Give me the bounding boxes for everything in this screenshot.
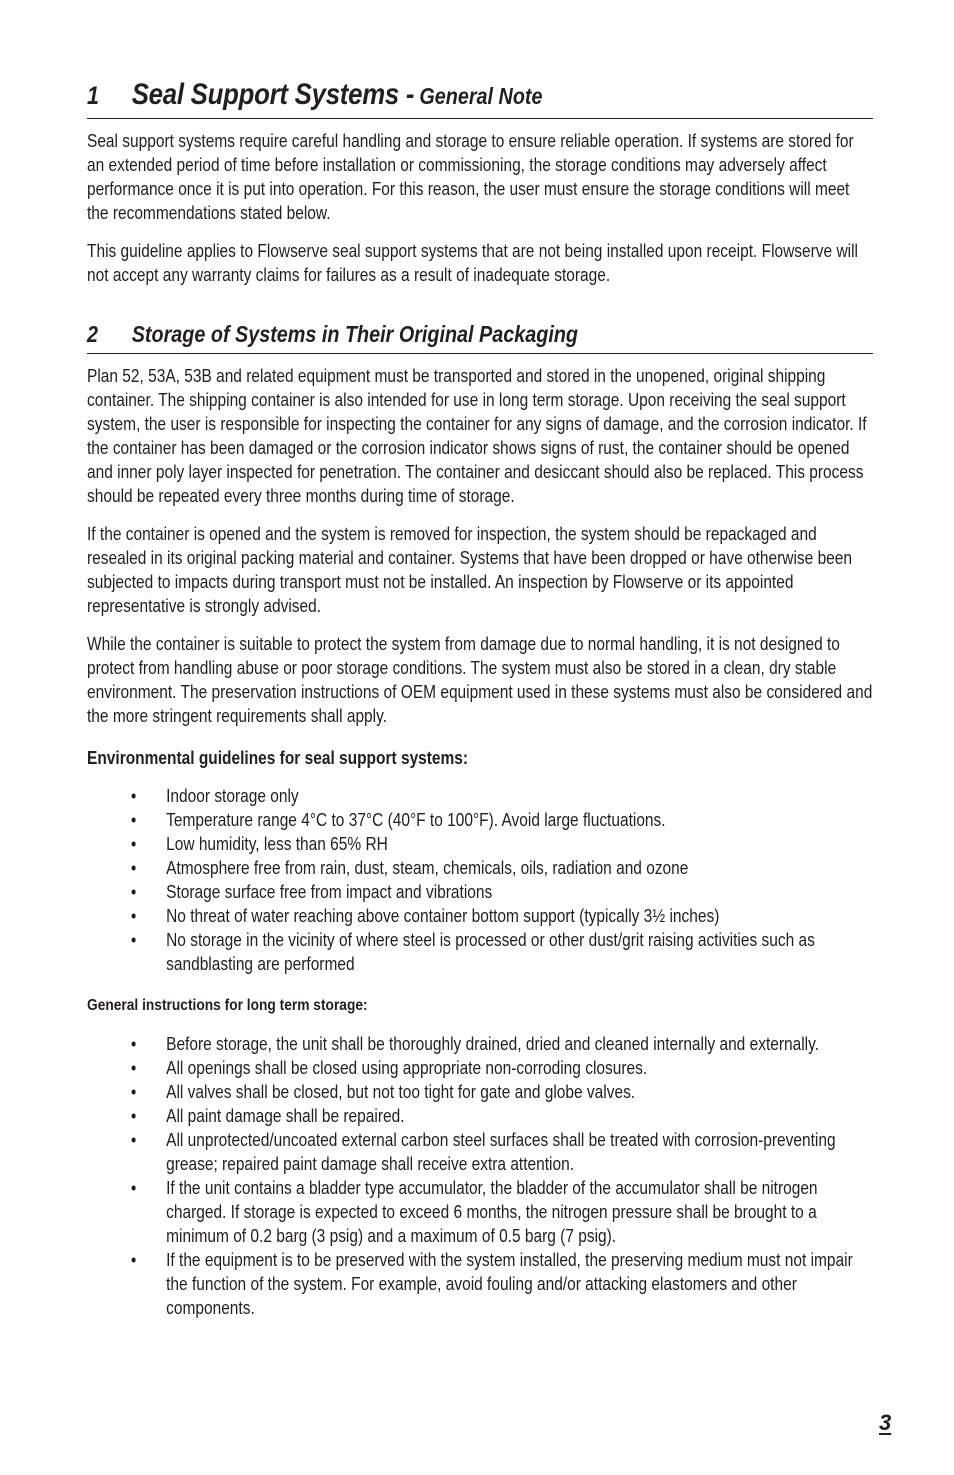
bullet-icon: • [130,1034,137,1054]
section-1-heading [87,78,873,119]
bullet-icon: • [130,882,137,902]
list-item [87,1248,873,1320]
list-item [87,1104,873,1128]
list-item [87,856,873,880]
section-2-heading [87,321,873,354]
list-item [87,1128,873,1176]
bullet-icon: • [130,810,137,830]
bullet-icon: • [130,930,137,950]
list-item [87,1080,873,1104]
section-1-paragraph: This guideline applies to Flowserve seal support systems that are not being installed upon receipt. Flowserve will not accept any warranty claims for failures as a result of inadequate storage. [87,241,858,285]
section-1-body [87,129,873,287]
section-2-number: 2 [87,321,99,347]
list-item-text: No storage in the vicinity of where steel is processed or other dust/grit raising activities such as sandblasting are performed [166,930,815,974]
section-2-paragraph: Plan 52, 53A, 53B and related equipment must be transported and stored in the unopened, original shipping container. The shipping container is also intended for use in long term storage. Upon receiving the seal support system, the user is responsible for inspecting the container for any signs of damage, and the corrosion indicator. If the container has been damaged or the corrosion indicator shows signs of rust, the container should be opened and inner poly layer inspected for penetration. The container and desiccant should also be replaced. This process should be repeated every three months during time of storage. [87,366,867,506]
list-item [87,1176,873,1248]
list-item-text: Temperature range 4°C to 37°C (40°F to 100°F). Avoid large fluctuations. [166,810,666,830]
general-instructions-list [87,1032,873,1320]
list-item-text: All paint damage shall be repaired. [166,1106,405,1126]
section-1-number: 1 [87,82,99,110]
section-2-paragraph: While the container is suitable to protect the system from damage due to normal handling, it is not designed to protect from handling abuse or poor storage conditions. The system must also be stored in a clean, dry stable environment. The preservation instructions of OEM equipment used in these systems must also be considered and the more stringent requirements shall apply. [87,634,873,726]
list-item [87,880,873,904]
list-item-text: All valves shall be closed, but not too tight for gate and globe valves. [166,1082,636,1102]
bullet-icon: • [130,1178,137,1198]
bullet-icon: • [130,834,137,854]
list-item [87,832,873,856]
section-1-title: Seal Support Systems - [131,78,415,111]
list-item-text: If the unit contains a bladder type accumulator, the bladder of the accumulator shall be nitrogen charged. If storage is expected to exceed 6 months, the nitrogen pressure shall be brought to a minimum of 0.2 barg (3 psig) and a maximum of 0.5 barg (7 psig). [166,1178,818,1246]
list-item [87,1032,873,1056]
list-item-text: Atmosphere free from rain, dust, steam, chemicals, oils, radiation and ozone [166,858,689,878]
list-item [87,1056,873,1080]
list-item-text: All unprotected/uncoated external carbon steel surfaces shall be treated with corrosion-preventing grease; repaired paint damage shall receive extra attention. [166,1130,836,1174]
list-item [87,784,873,808]
document-page [87,78,873,1334]
bullet-icon: • [130,1250,137,1270]
list-item-text: No threat of water reaching above container bottom support (typically 3½ inches) [166,906,720,926]
list-item [87,904,873,928]
general-instructions-heading: General instructions for long term storage: [87,997,368,1014]
section-2-paragraph: If the container is opened and the system is removed for inspection, the system should be repackaged and resealed in its original packing material and container. Systems that have been dropped or have otherwise been subjected to impacts during transport must not be installed. An inspection by Flowserve or its appointed representative is strongly advised. [87,524,853,616]
bullet-icon: • [130,1058,137,1078]
list-item-text: If the equipment is to be preserved with the system installed, the preserving medium must not impair the function of the system. For example, avoid fouling and/or attacking elastomers and other components. [166,1250,853,1318]
list-item [87,928,873,976]
environmental-guidelines-list [87,784,873,976]
bullet-icon: • [130,906,137,926]
list-item-text: All openings shall be closed using appropriate non-corroding closures. [166,1058,648,1078]
list-item-text: Indoor storage only [166,786,299,806]
bullet-icon: • [130,786,137,806]
bullet-icon: • [130,1106,137,1126]
list-item-text: Storage surface free from impact and vibrations [166,882,493,902]
environmental-guidelines-heading: Environmental guidelines for seal support systems: [87,748,469,768]
section-2-body [87,364,873,1320]
bullet-icon: • [130,1130,137,1150]
list-item-text: Before storage, the unit shall be thoroughly drained, dried and cleaned internally and externally. [166,1034,819,1054]
section-1-paragraph: Seal support systems require careful handling and storage to ensure reliable operation. If systems are stored for an extended period of time before installation or commissioning, the storage conditions may adversely affect performance once it is put into operation. For this reason, the user must ensure the storage conditions will meet the recommendations stated below. [87,131,854,223]
page-number: 3 [879,1410,892,1435]
section-2-title: Storage of Systems in Their Original Packaging [131,321,578,347]
bullet-icon: • [130,1082,137,1102]
list-item-text: Low humidity, less than 65% RH [166,834,388,854]
bullet-icon: • [130,858,137,878]
list-item [87,808,873,832]
section-1-subtitle: General Note [419,83,543,109]
